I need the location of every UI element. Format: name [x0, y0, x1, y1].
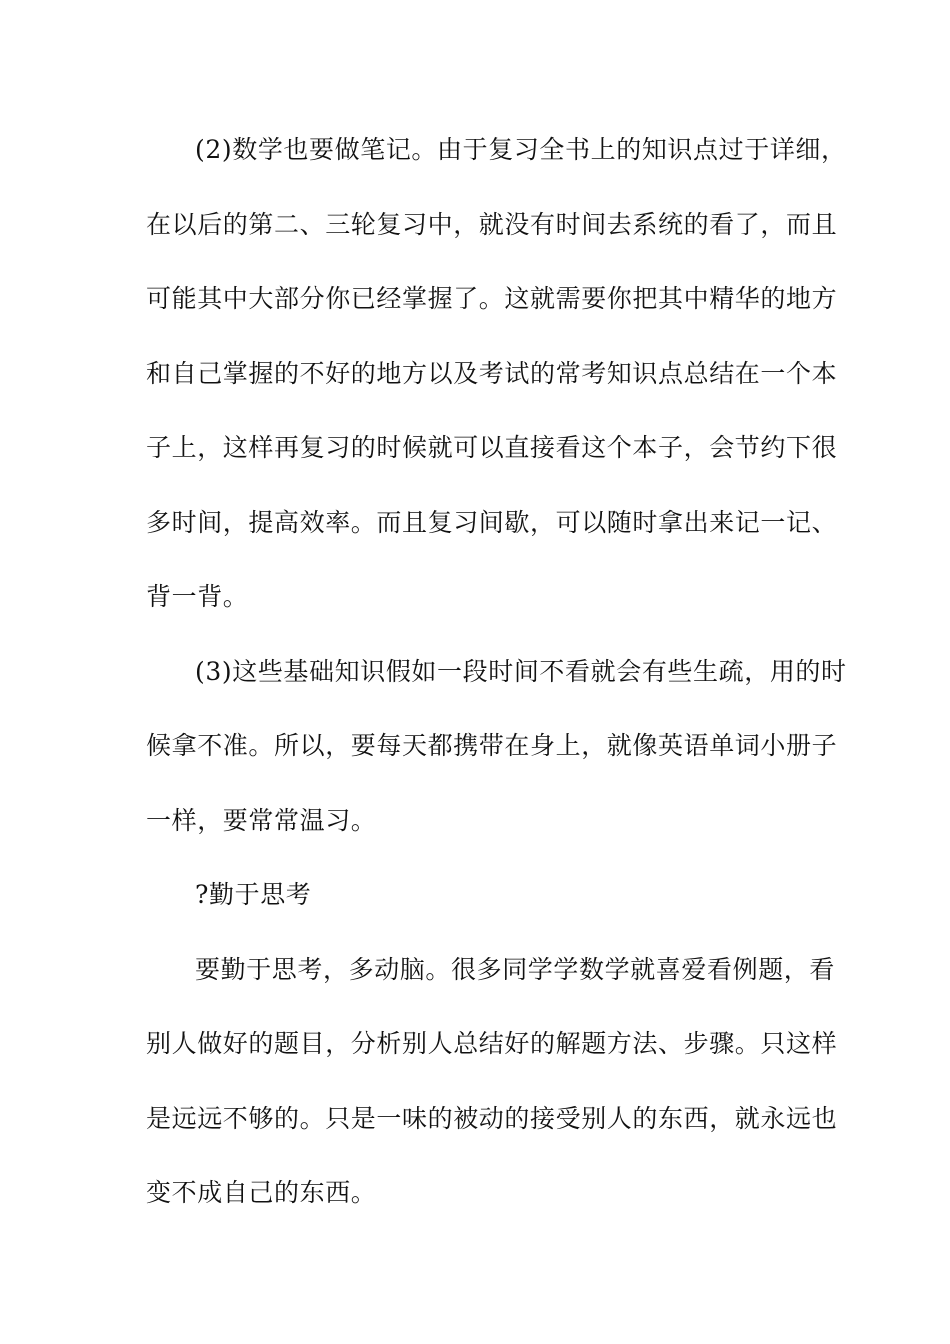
- paragraph-2-line-7: 背一背。: [146, 582, 249, 611]
- paragraph-4-line-3: 是远远不够的。只是一味的被动的接受别人的东西，就永远也: [146, 1104, 838, 1133]
- paragraph-4-line-2: 别人做好的题目，分析别人总结好的解题方法、步骤。只这样: [146, 1029, 838, 1058]
- paragraph-2-line-4: 和自己掌握的不好的地方以及考试的常考知识点总结在一个本: [146, 359, 838, 388]
- paragraph-3-line-1: (3)这些基础知识假如一段时间不看就会有些生疏，用的时: [195, 657, 847, 686]
- paragraph-3-line-2: 候拿不准。所以，要每天都携带在身上，就像英语单词小册子: [146, 731, 838, 760]
- paragraph-2-line-6: 多时间，提高效率。而且复习间歇，可以随时拿出来记一记、: [146, 508, 838, 537]
- section-heading: ?勤于思考: [195, 880, 312, 909]
- paragraph-2-line-1: (2)数学也要做笔记。由于复习全书上的知识点过于详细，: [195, 135, 847, 164]
- paragraph-3-line-3: 一样，要常常温习。: [146, 806, 377, 835]
- paragraph-2-line-3: 可能其中大部分你已经掌握了。这就需要你把其中精华的地方: [146, 284, 838, 313]
- paragraph-2-line-2: 在以后的第二、三轮复习中，就没有时间去系统的看了，而且: [146, 210, 838, 239]
- paragraph-4-line-4: 变不成自己的东西。: [146, 1178, 377, 1207]
- paragraph-2-line-5: 子上，这样再复习的时候就可以直接看这个本子，会节约下很: [146, 433, 838, 462]
- paragraph-4-line-1: 要勤于思考，多动脑。很多同学学数学就喜爱看例题，看: [195, 955, 836, 984]
